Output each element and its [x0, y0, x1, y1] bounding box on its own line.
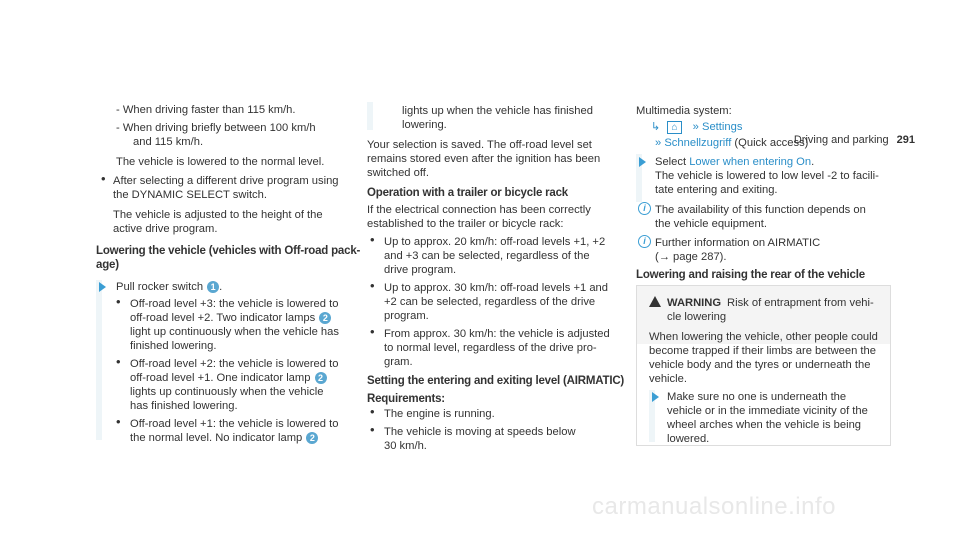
list-item: The vehicle is moving at speeds below — [384, 426, 576, 438]
text-line: switched off. — [367, 167, 429, 179]
text-line: The vehicle is lowered to the normal level. — [116, 156, 325, 168]
warning-box — [636, 285, 891, 446]
warning-text: vehicle. — [649, 373, 687, 385]
list-item: off-road level +1. One indicator lamp 2 — [130, 371, 327, 385]
section-heading: age) — [96, 259, 119, 271]
section-heading: Lowering and raising the rear of the vehicle — [636, 269, 865, 281]
bullet: • — [116, 414, 121, 429]
list-item: light up continuously when the vehicle has — [130, 326, 339, 338]
warning-step: vehicle or in the immediate vicinity of the — [667, 405, 868, 417]
text-line: After selecting a different drive program using — [113, 175, 339, 187]
page-number: 291 — [896, 134, 915, 146]
text-line: The vehicle is adjusted to the height of the — [113, 209, 323, 221]
section-heading: Setting the entering and exiting level (AIRMATIC) — [367, 375, 625, 387]
info-icon: i — [638, 235, 651, 248]
text-line: the DYNAMIC SELECT switch. — [113, 189, 267, 201]
double-chevron-icon: » — [692, 121, 699, 133]
text-line: and 115 km/h. — [133, 136, 204, 148]
step-text: Select Lower when entering On. — [655, 156, 815, 168]
list-item: From approx. 30 km/h: the vehicle is adjusted — [384, 328, 610, 340]
text-line: active drive program. — [113, 223, 218, 235]
home-icon: ⌂ — [667, 121, 681, 134]
list-item: Up to approx. 30 km/h: off-road levels +1 and — [384, 282, 608, 294]
text-line: - When driving briefly between 100 km/h — [116, 122, 316, 134]
list-item: +2 can be selected, regardless of the drive — [384, 296, 596, 308]
bullet: • — [101, 171, 106, 186]
list-item: Off-road level +2: the vehicle is lowered to — [130, 358, 339, 370]
bullet: • — [370, 404, 375, 419]
nav-path-home — [651, 120, 742, 134]
list-item: drive program. — [384, 264, 457, 276]
bullet: • — [370, 422, 375, 437]
return-arrow-icon: ↳ — [651, 121, 661, 133]
warning-step: wheel arches when the vehicle is being — [667, 419, 862, 431]
list-item: the normal level. No indicator lamp 2 — [130, 431, 318, 445]
warning-text: vehicle body and the tyres or underneath the — [649, 359, 871, 371]
callout-1-icon: 1 — [207, 281, 219, 293]
arrow-icon — [639, 157, 646, 167]
arrow-icon — [99, 282, 106, 292]
list-item: Off-road level +1: the vehicle is lowered to — [130, 418, 339, 430]
callout-2-icon: 2 — [315, 372, 327, 384]
bullet: • — [370, 232, 375, 247]
text-line: If the electrical connection has been correctly — [367, 204, 591, 216]
callout-2-icon: 2 — [306, 432, 318, 444]
list-item: The engine is running. — [384, 408, 495, 420]
section-heading: Operation with a trailer or bicycle rack — [367, 187, 568, 199]
watermark: carmanualsonline.info — [592, 493, 836, 520]
list-item: off-road level +2. Two indicator lamps 2 — [130, 311, 331, 325]
bullet: • — [116, 294, 121, 309]
nav-path-quick: » Schnellzugriff (Quick access) — [655, 137, 809, 149]
warning-text: become trapped if their limbs are between the — [649, 345, 876, 357]
list-item: program. — [384, 310, 429, 322]
page-reference-link[interactable]: (→ page 287). — [655, 251, 727, 263]
warning-title: cle lowering — [667, 311, 727, 323]
text-line: lights up when the vehicle has finished — [402, 105, 593, 117]
settings-link[interactable]: Settings — [701, 121, 743, 133]
text-line: established to the trailer or bicycle rack: — [367, 218, 564, 230]
lower-when-entering-link[interactable]: Lower when entering On — [689, 156, 812, 168]
list-item: has finished lowering. — [130, 400, 238, 412]
section-title: Driving and parking — [793, 134, 889, 146]
list-item: 30 km/h. — [384, 440, 427, 452]
list-item: and +3 can be selected, regardless of the — [384, 250, 590, 262]
bullet: • — [116, 354, 121, 369]
arrow-icon — [652, 392, 659, 402]
list-item: Off-road level +3: the vehicle is lowered to — [130, 298, 339, 310]
bullet: • — [370, 324, 375, 339]
quick-access-link[interactable]: Schnellzugriff — [664, 137, 732, 149]
step-bar — [96, 280, 102, 440]
warning-triangle-icon — [649, 296, 661, 307]
warning-step: lowered. — [667, 433, 710, 445]
text-line: tate entering and exiting. — [655, 184, 778, 196]
list-item: to normal level, regardless of the drive pro- — [384, 342, 597, 354]
warning-step: Make sure no one is underneath the — [667, 391, 847, 403]
text-line: The availability of this function depends on — [655, 204, 866, 216]
list-item: lights up continuously when the vehicle — [130, 386, 324, 398]
text-line: Further information on AIRMATIC — [655, 237, 821, 249]
text-line: remains stored even after the ignition has been — [367, 153, 601, 165]
info-icon: i — [638, 202, 651, 215]
text-line: Your selection is saved. The off-road level set — [367, 139, 592, 151]
bullet: • — [370, 278, 375, 293]
step-text: Pull rocker switch 1 . — [116, 281, 223, 293]
text-line: - When driving faster than 115 km/h. — [116, 104, 296, 116]
list-item: Up to approx. 20 km/h: off-road levels +1, +2 — [384, 236, 606, 248]
text-line: the vehicle equipment. — [655, 218, 767, 230]
warning-text: When lowering the vehicle, other people could — [649, 331, 878, 343]
section-heading: Lowering the vehicle (vehicles with Off-road pack- — [96, 245, 361, 257]
double-chevron-icon: » — [655, 137, 662, 149]
step-bar — [367, 102, 373, 130]
warning-title: Risk of entrapment from vehi- — [727, 297, 874, 309]
text-line: Multimedia system: — [636, 105, 732, 117]
text-line: The vehicle is lowered to low level -2 to facili- — [655, 170, 879, 182]
list-item: finished lowering. — [130, 340, 217, 352]
list-item: gram. — [384, 356, 413, 368]
requirements-label: Requirements: — [367, 393, 445, 405]
text-line: lowering. — [402, 119, 447, 131]
callout-2-icon: 2 — [319, 312, 331, 324]
warning-label: WARNING — [667, 297, 722, 309]
